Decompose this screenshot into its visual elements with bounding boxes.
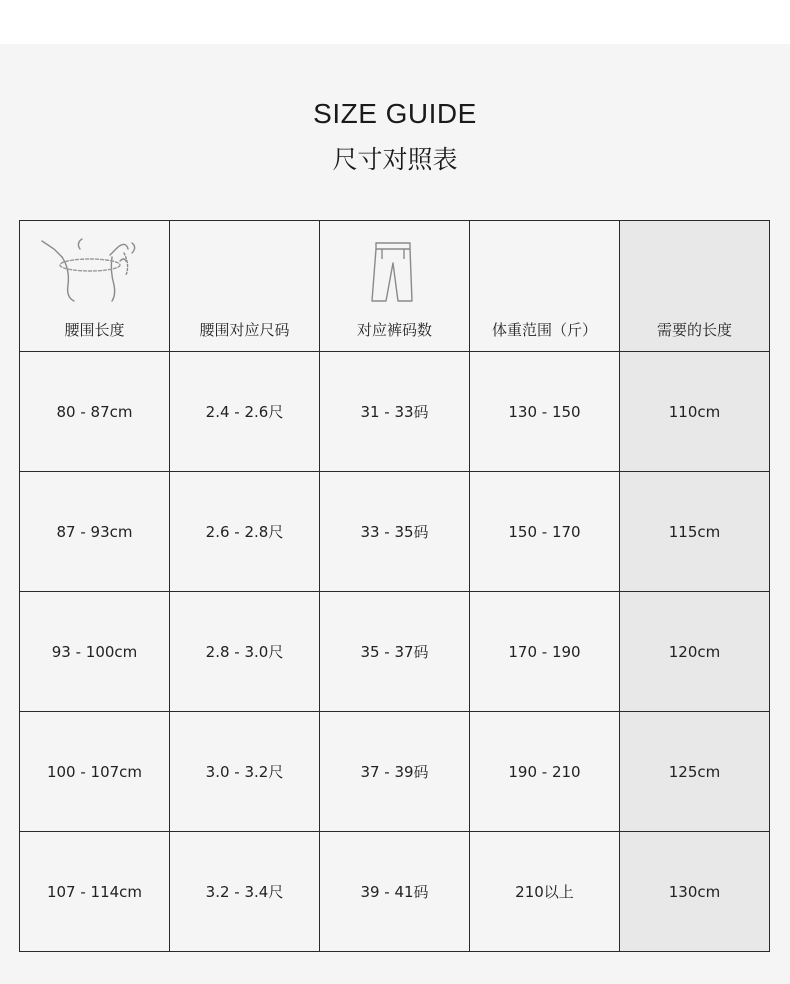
header-cell (170, 221, 320, 352)
cell-pants-size: 33 - 35码 (320, 472, 470, 592)
page-title: SIZE GUIDE (313, 98, 477, 129)
cell-weight-range: 210以上 (470, 832, 620, 952)
cell-waist-size: 3.2 - 3.4尺 (170, 832, 320, 952)
cell-required-length: 130cm (620, 832, 770, 952)
table-row (20, 472, 770, 592)
cell-required-length: 125cm (620, 712, 770, 832)
header-label: 需要的长度 (656, 321, 732, 339)
cell-waist-length: 87 - 93cm (20, 472, 170, 592)
cell-weight-range: 190 - 210 (470, 712, 620, 832)
page-subtitle: 尺寸对照表 (332, 145, 458, 174)
cell-required-length: 115cm (620, 472, 770, 592)
cell-waist-size: 2.4 - 2.6尺 (170, 352, 320, 472)
cell-pants-size: 37 - 39码 (320, 712, 470, 832)
header-cell (20, 221, 170, 352)
header-label: 体重范围（斤） (491, 321, 597, 339)
header-label: 腰围长度 (64, 321, 125, 339)
cell-waist-length: 100 - 107cm (20, 712, 170, 832)
waist-measure-icon (40, 235, 150, 305)
table-row (20, 352, 770, 472)
cell-weight-range: 170 - 190 (470, 592, 620, 712)
top-strip (0, 0, 790, 44)
cell-pants-size: 35 - 37码 (320, 592, 470, 712)
header-label: 腰围对应尺码 (199, 321, 290, 339)
header-cell (470, 221, 620, 352)
header-cell (320, 221, 470, 352)
pants-icon (368, 239, 420, 305)
cell-waist-size: 3.0 - 3.2尺 (170, 712, 320, 832)
header-label: 对应裤码数 (356, 321, 432, 339)
cell-required-length: 110cm (620, 352, 770, 472)
table-row (20, 592, 770, 712)
table-row (20, 712, 770, 832)
cell-waist-length: 107 - 114cm (20, 832, 170, 952)
header-cell-highlight (620, 221, 770, 352)
cell-weight-range: 150 - 170 (470, 472, 620, 592)
cell-pants-size: 31 - 33码 (320, 352, 470, 472)
cell-pants-size: 39 - 41码 (320, 832, 470, 952)
cell-waist-size: 2.6 - 2.8尺 (170, 472, 320, 592)
cell-weight-range: 130 - 150 (470, 352, 620, 472)
cell-required-length: 120cm (620, 592, 770, 712)
cell-waist-length: 80 - 87cm (20, 352, 170, 472)
cell-waist-size: 2.8 - 3.0尺 (170, 592, 320, 712)
table-row (20, 832, 770, 952)
cell-waist-length: 93 - 100cm (20, 592, 170, 712)
size-table (19, 220, 770, 952)
table-header-row (20, 221, 770, 352)
